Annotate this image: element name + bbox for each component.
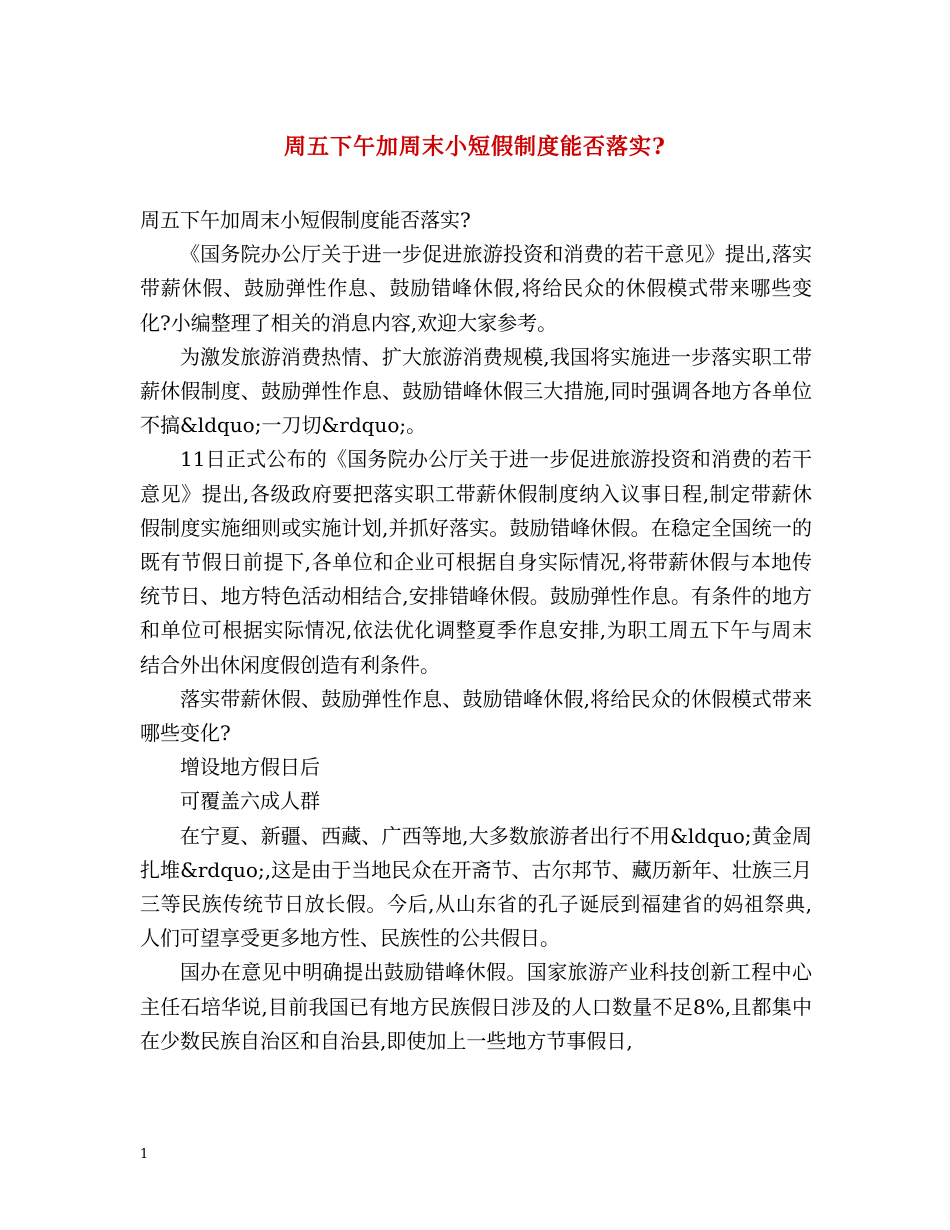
paragraph-subtitle: 周五下午加周末小短假制度能否落实?	[140, 208, 471, 232]
section-heading-line: 增设地方假日后	[180, 755, 320, 780]
document-title: 周五下午加周末小短假制度能否落实?	[284, 134, 666, 160]
paragraph: 在宁夏、新疆、西藏、广西等地,大多数旅游者出行不用&ldquo;黄金周扎堆&rdquo;,这是由于当地民众在开斋节、古尔邦节、藏历新年、壮族三月三等民族传统节日放长假。今后,从山东省的孔子诞辰到福建省的妈祖祭典,人们可望享受更多地方性、民族性的公共假日。	[140, 823, 812, 951]
page-number: 1	[140, 1147, 149, 1162]
paragraph: 国办在意见中明确提出鼓励错峰休假。国家旅游产业科技创新工程中心主任石培华说,目前我国已有地方民族假日涉及的人口数量不足8%,且都集中在少数民族自治区和自治县,即使加上一些地方节事假日,	[140, 960, 812, 1053]
paragraph: 为激发旅游消费热情、扩大旅游消费规模,我国将实施进一步落实职工带薪休假制度、鼓励弹性作息、鼓励错峰休假三大措施,同时强调各地方各单位不搞&ldquo;一刀切&rdquo;。	[140, 344, 812, 438]
section-heading-line: 可覆盖六成人群	[180, 789, 320, 814]
paragraph: 11日正式公布的《国务院办公厅关于进一步促进旅游投资和消费的若干意见》提出,各级政府要把落实职工带薪休假制度纳入议事日程,制定带薪休假制度实施细则或实施计划,并抓好落实。鼓励错峰休假。在稳定全国统一的既有节假日前提下,各单位和企业可根据自身实际情况,将带薪休假与本地传统节日、地方特色活动相结合,安排错峰休假。鼓励弹性作息。有条件的地方和单位可根据实际情况,依法优化调整夏季作息安排,为职工周五下午与周末结合外出休闲度假创造有利条件。	[140, 447, 812, 677]
paragraph: 落实带薪休假、鼓励弹性作息、鼓励错峰休假,将给民众的休假模式带来哪些变化?	[140, 686, 812, 746]
paragraph: 《国务院办公厅关于进一步促进旅游投资和消费的若干意见》提出,落实带薪休假、鼓励弹性作息、鼓励错峰休假,将给民众的休假模式带来哪些变化?小编整理了相关的消息内容,欢迎大家参考。	[140, 242, 812, 335]
document-body	[140, 203, 812, 1058]
